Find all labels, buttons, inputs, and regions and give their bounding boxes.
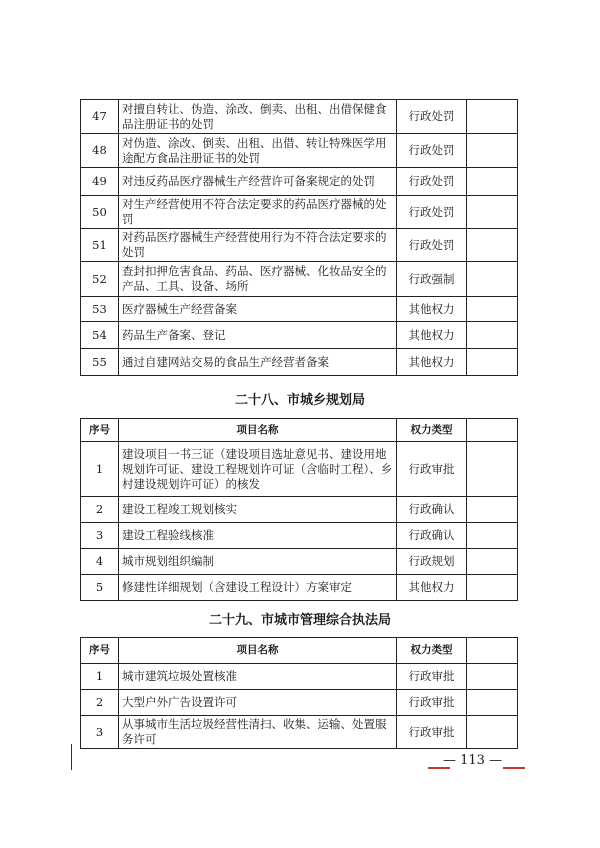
blank-cell bbox=[467, 442, 518, 497]
item-name: 通过自建网站交易的食品生产经营者备案 bbox=[119, 349, 397, 376]
table-row bbox=[81, 497, 518, 523]
item-name: 大型户外广告设置许可 bbox=[119, 690, 397, 716]
row-number: 1 bbox=[81, 664, 119, 690]
item-name: 药品生产备案、登记 bbox=[119, 322, 397, 349]
blank-cell bbox=[467, 664, 518, 690]
table-row bbox=[81, 716, 518, 749]
blank-cell bbox=[467, 134, 518, 168]
row-number: 55 bbox=[81, 349, 119, 376]
row-number: 53 bbox=[81, 297, 119, 322]
item-name: 对伪造、涂改、倒卖、出租、出借、转让特殊医学用途配方食品注册证书的处罚 bbox=[119, 134, 397, 168]
row-number: 2 bbox=[81, 690, 119, 716]
row-number: 3 bbox=[81, 716, 119, 749]
power-type: 行政确认 bbox=[397, 497, 467, 523]
table-row bbox=[81, 523, 518, 549]
table-city-management bbox=[80, 637, 518, 749]
item-name: 建设工程验线核准 bbox=[119, 523, 397, 549]
blank-cell bbox=[467, 100, 518, 134]
blank-cell bbox=[467, 575, 518, 601]
blank-cell bbox=[467, 297, 518, 322]
power-type: 行政审批 bbox=[397, 690, 467, 716]
header-name: 项目名称 bbox=[119, 638, 397, 664]
row-number: 52 bbox=[81, 262, 119, 297]
item-name: 城市建筑垃圾处置核准 bbox=[119, 664, 397, 690]
power-type: 其他权力 bbox=[397, 322, 467, 349]
header-name: 项目名称 bbox=[119, 419, 397, 442]
power-type: 行政确认 bbox=[397, 523, 467, 549]
power-type: 其他权力 bbox=[397, 297, 467, 322]
table-row bbox=[81, 322, 518, 349]
table-row bbox=[81, 442, 518, 497]
row-number: 1 bbox=[81, 442, 119, 497]
table-urban-planning bbox=[80, 418, 518, 601]
row-number: 4 bbox=[81, 549, 119, 575]
power-type: 其他权力 bbox=[397, 349, 467, 376]
blank-cell bbox=[467, 549, 518, 575]
section-title-29: 二十九、市城市管理综合执法局 bbox=[208, 613, 391, 628]
blank-cell bbox=[467, 196, 518, 229]
power-type: 行政审批 bbox=[397, 716, 467, 749]
item-name: 对违反药品医疗器械生产经营许可备案规定的处罚 bbox=[119, 168, 397, 196]
item-name: 对生产经营使用不符合法定要求的药品医疗器械的处罚 bbox=[119, 196, 397, 229]
table-row bbox=[81, 196, 518, 229]
power-type: 行政审批 bbox=[397, 442, 467, 497]
item-name: 城市规划组织编制 bbox=[119, 549, 397, 575]
row-number: 2 bbox=[81, 497, 119, 523]
table-row bbox=[81, 100, 518, 134]
blank-cell bbox=[467, 523, 518, 549]
power-type: 行政审批 bbox=[397, 664, 467, 690]
power-type: 行政规划 bbox=[397, 549, 467, 575]
page-number: — 113 — bbox=[443, 753, 503, 768]
header-num: 序号 bbox=[81, 638, 119, 664]
power-type: 行政处罚 bbox=[397, 100, 467, 134]
blank-cell bbox=[467, 690, 518, 716]
item-name: 医疗器械生产经营备案 bbox=[119, 297, 397, 322]
item-name: 对药品医疗器械生产经营使用行为不符合法定要求的处罚 bbox=[119, 229, 397, 262]
blank-cell bbox=[467, 262, 518, 297]
table-row bbox=[81, 549, 518, 575]
power-type: 行政处罚 bbox=[397, 134, 467, 168]
row-number: 48 bbox=[81, 134, 119, 168]
table-row bbox=[81, 297, 518, 322]
power-type: 其他权力 bbox=[397, 575, 467, 601]
header-blank bbox=[467, 638, 518, 664]
table-row bbox=[81, 575, 518, 601]
table-row bbox=[81, 168, 518, 196]
item-name: 对擅自转让、伪造、涂改、倒卖、出租、出借保健食品注册证书的处罚 bbox=[119, 100, 397, 134]
blank-cell bbox=[467, 349, 518, 376]
table-row bbox=[81, 690, 518, 716]
row-number: 51 bbox=[81, 229, 119, 262]
header-type: 权力类型 bbox=[397, 419, 467, 442]
header-blank bbox=[467, 419, 518, 442]
row-number: 3 bbox=[81, 523, 119, 549]
item-name: 从事城市生活垃圾经营性清扫、收集、运输、处置服务许可 bbox=[119, 716, 397, 749]
table-food-drug bbox=[80, 99, 518, 376]
margin-mark bbox=[71, 744, 72, 770]
table-row bbox=[81, 229, 518, 262]
item-name: 修建性详细规划（含建设工程设计）方案审定 bbox=[119, 575, 397, 601]
table-row bbox=[81, 134, 518, 168]
row-number: 50 bbox=[81, 196, 119, 229]
row-number: 5 bbox=[81, 575, 119, 601]
row-number: 47 bbox=[81, 100, 119, 134]
row-number: 49 bbox=[81, 168, 119, 196]
power-type: 行政处罚 bbox=[397, 196, 467, 229]
table-row bbox=[81, 664, 518, 690]
blank-cell bbox=[467, 229, 518, 262]
section-title-28: 二十八、市城乡规划局 bbox=[234, 393, 365, 408]
power-type: 行政强制 bbox=[397, 262, 467, 297]
blank-cell bbox=[467, 168, 518, 196]
header-num: 序号 bbox=[81, 419, 119, 442]
blank-cell bbox=[467, 322, 518, 349]
power-type: 行政处罚 bbox=[397, 229, 467, 262]
table-row bbox=[81, 262, 518, 297]
blank-cell bbox=[467, 497, 518, 523]
item-name: 建设工程竣工规划核实 bbox=[119, 497, 397, 523]
row-number: 54 bbox=[81, 322, 119, 349]
header-type: 权力类型 bbox=[397, 638, 467, 664]
blank-cell bbox=[467, 716, 518, 749]
table-row bbox=[81, 349, 518, 376]
power-type: 行政处罚 bbox=[397, 168, 467, 196]
item-name: 查封扣押危害食品、药品、医疗器械、化妆品安全的产品、工具、设备、场所 bbox=[119, 262, 397, 297]
item-name: 建设项目一书三证（建设项目选址意见书、建设用地规划许可证、建设工程规划许可证（含临时工程）、乡村建设规划许可证）的核发 bbox=[119, 442, 397, 497]
